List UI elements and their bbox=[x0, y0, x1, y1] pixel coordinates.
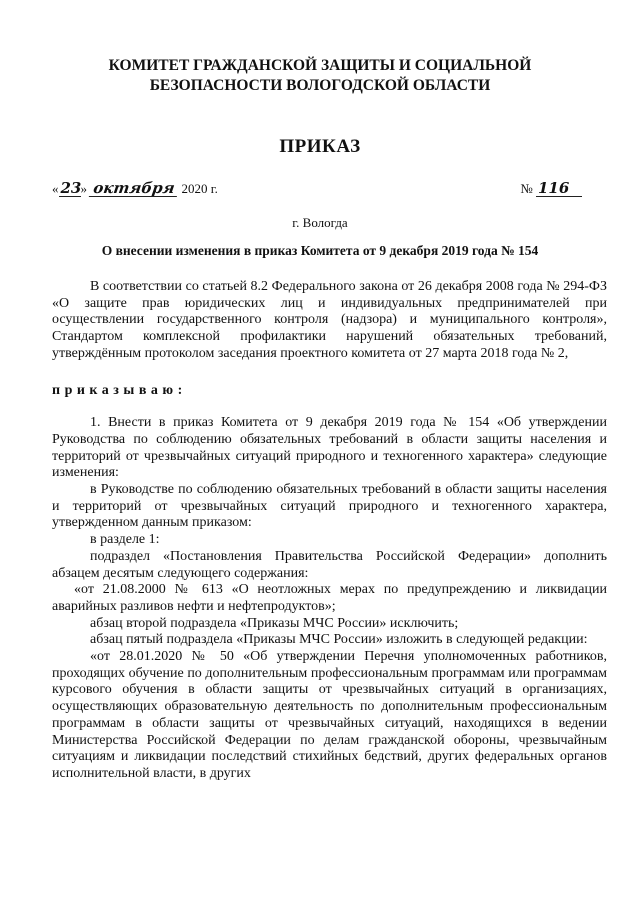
body-paragraph: подраздел «Постановления Правительства Российской Федерации» дополнить абзацем десятым следующего содержания: bbox=[52, 548, 607, 581]
organization-header bbox=[100, 56, 540, 96]
body-paragraph: абзац второй подраздела «Приказы МЧС России» исключить; bbox=[90, 615, 459, 631]
number-handwritten: 116 bbox=[536, 180, 582, 197]
document-body bbox=[52, 279, 607, 783]
body-paragraph: «от 21.08.2000 № 613 «О неотложных мерах по предупреждению и ликвидации аварийных разливов нефти и нефтепродуктов»; bbox=[52, 582, 607, 614]
date-day-handwritten: 23 bbox=[60, 179, 82, 197]
preamble-paragraph: В соответствии со статьей 8.2 Федерального закона от 26 декабря 2008 года № 294-ФЗ «О защите прав юридических лиц и индивидуальных предпринимателей при осуществлении государственного контроля (надзора) и муниципального контроля», Стандартом комплексной профилактики нарушений обязательных требований, утверждённым протоколом заседания проектного комитета от 27 марта 2018 года № 2, bbox=[52, 279, 607, 361]
document-date bbox=[52, 180, 218, 197]
date-year: 2020 г. bbox=[181, 181, 218, 196]
body-paragraph: в Руководстве по соблюдению обязательных требований в области защиты населения и территорий от чрезвычайных ситуаций природного и техногенного характера, утвержденном данным приказом: bbox=[52, 482, 607, 531]
date-month-handwritten: октября bbox=[89, 180, 179, 197]
number-sign: № bbox=[520, 181, 533, 196]
document-subject: О внесении изменения в приказ Комитета от 9 декабря 2019 года № 154 bbox=[101, 243, 539, 258]
document-number bbox=[520, 180, 582, 197]
date-close-quote: » bbox=[80, 181, 87, 196]
organization-name-line-2: БЕЗОПАСНОСТИ ВОЛОГОДСКОЙ ОБЛАСТИ bbox=[149, 77, 491, 94]
body-paragraph: «от 28.01.2020 № 50 «Об утверждении Перечня уполномоченных работников, проходящих обучение по дополнительным профессиональным программам или программам курсового обучения в области защиты от чрезвычайных ситуаций в организациях, осуществляющих образовательную деятельность по дополнительным профессиональным программам в области защиты от чрезвычайных ситуаций, находящихся в ведении Министерства Российской Федерации по делам гражданской обороны, чрезвычайным ситуациям и ликвидации последствий стихийных бедствий, других федеральных органов исполнительной власти, в других bbox=[52, 649, 607, 781]
document-city: г. Вологда bbox=[292, 215, 348, 230]
document-title: ПРИКАЗ bbox=[279, 136, 361, 157]
organization-name-line-1: КОМИТЕТ ГРАЖДАНСКОЙ ЗАЩИТЫ И СОЦИАЛЬНОЙ bbox=[108, 57, 532, 74]
order-word: приказываю: bbox=[52, 382, 187, 398]
date-open-quote: « bbox=[52, 181, 59, 196]
body-paragraph: абзац пятый подраздела «Приказы МЧС России» изложить в следующей редакции: bbox=[90, 632, 588, 648]
body-paragraph: 1. Внести в приказ Комитета от 9 декабря 2019 года № 154 «Об утверждении Руководства по соблюдению обязательных требований в области защиты населения и территорий от чрезвычайных ситуаций природного и техногенного характера» следующие изменения: bbox=[52, 415, 607, 481]
body-paragraph: в разделе 1: bbox=[90, 532, 160, 548]
date-number-row bbox=[52, 180, 582, 204]
